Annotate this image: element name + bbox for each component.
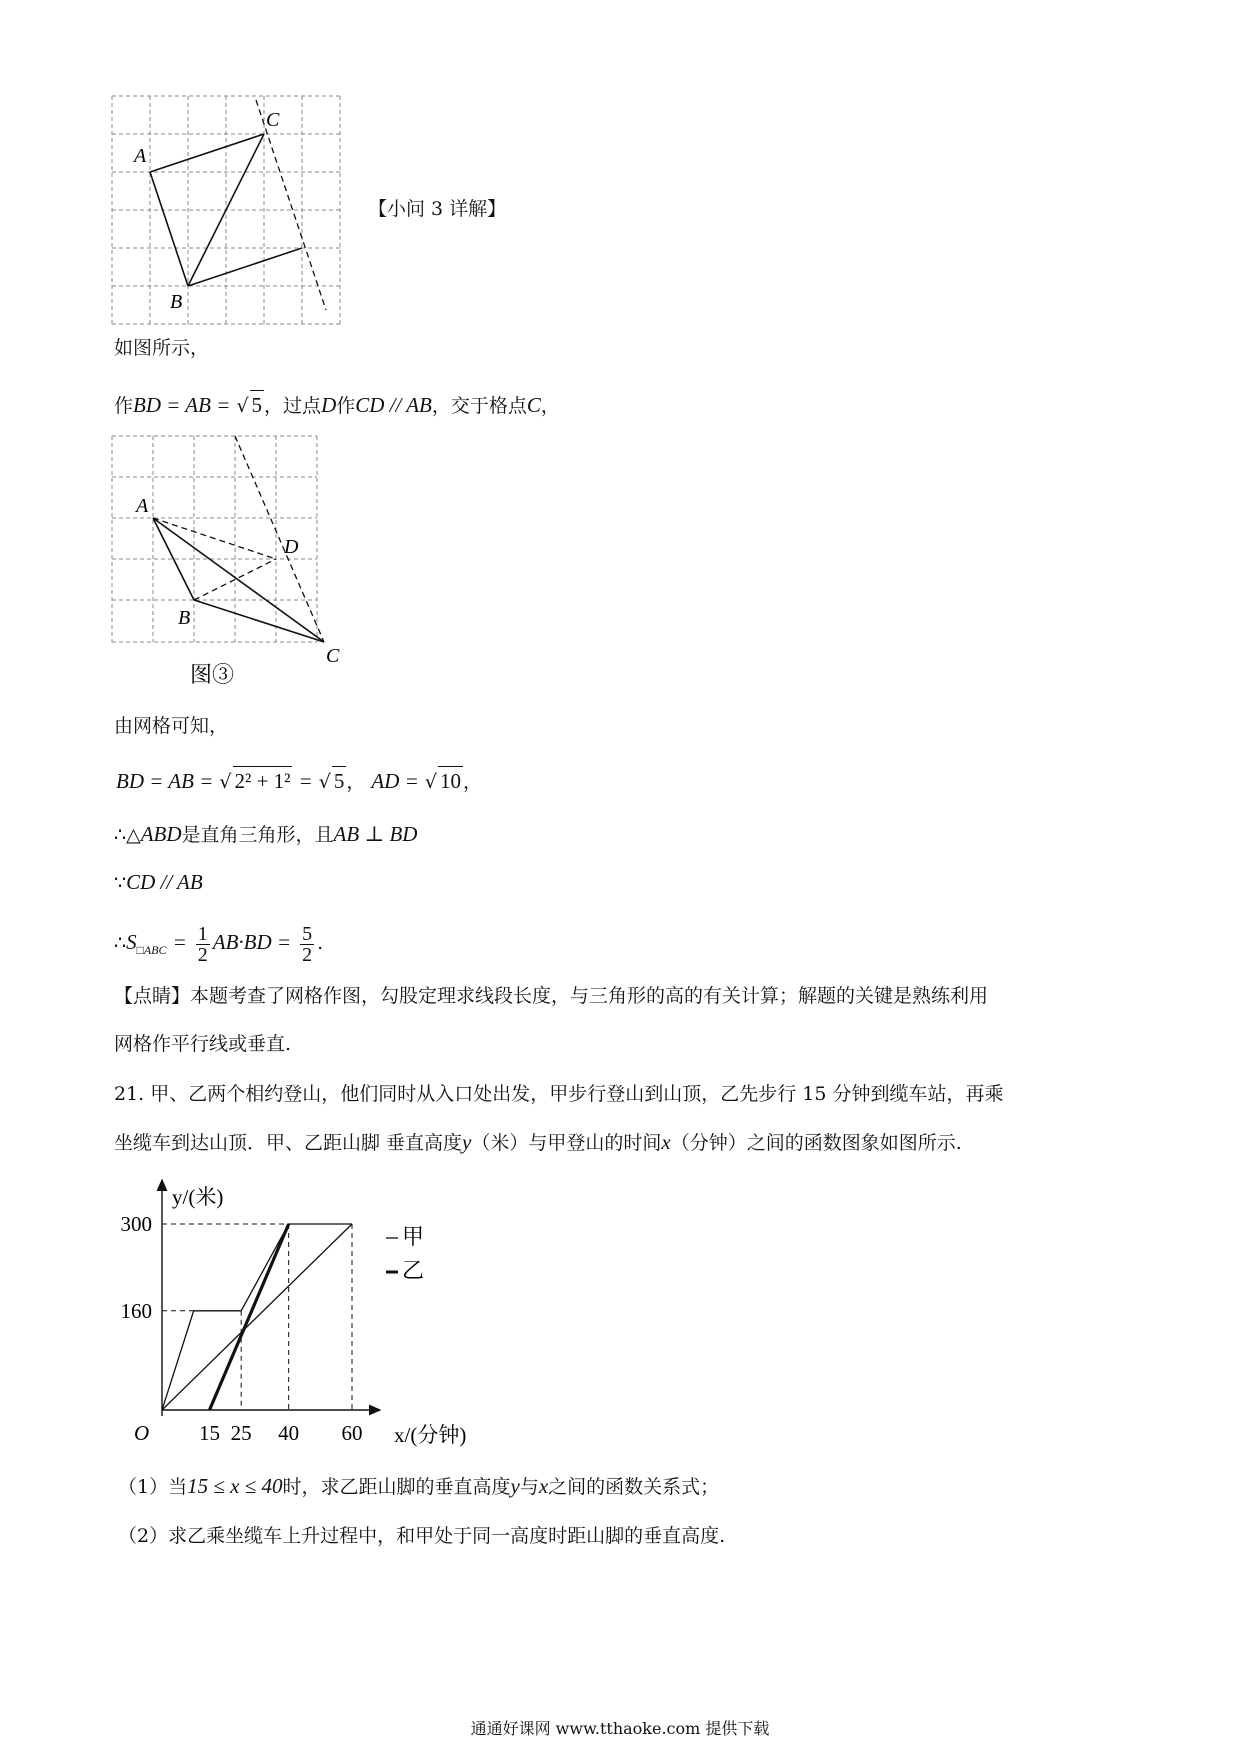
frac1-den: 2 bbox=[197, 943, 208, 966]
fraction-one-half bbox=[196, 924, 210, 965]
figure-3-grid-triangle bbox=[108, 432, 368, 692]
because-expr: CD // AB bbox=[126, 870, 203, 894]
lengths-radicand-2: 5 bbox=[332, 766, 347, 795]
area-end: . bbox=[317, 932, 324, 954]
area-eq: = bbox=[172, 930, 187, 954]
rt-perp: AB ⊥ BD bbox=[333, 822, 418, 846]
sub1-post: 之间的函数关系式； bbox=[548, 1476, 720, 1498]
lengths-radicand-1: 2² + 1² bbox=[233, 766, 293, 795]
y-tick-label: 160 bbox=[120, 1298, 152, 1323]
figure-grid-quadrilateral bbox=[108, 92, 348, 328]
construct-post: ，交于格点 bbox=[431, 395, 527, 417]
figure-caption: 图③ bbox=[190, 662, 235, 687]
x-tick-label: 25 bbox=[230, 1421, 252, 1445]
construct-end: ， bbox=[540, 395, 560, 417]
construct-eq: BD = AB = bbox=[133, 393, 231, 417]
sqrt-sign: √ bbox=[236, 395, 249, 417]
sub1-mid: 时，求乙距山脚的垂直高度 bbox=[282, 1476, 511, 1498]
construct-mid: ，过点 bbox=[264, 395, 322, 417]
comment-line-1: 【点睛】本题考查了网格作图，勾股定理求线段长度，与三角形的高的有关计算；解题的关键是熟练利用 bbox=[114, 985, 989, 1007]
q21-x: x bbox=[661, 1130, 671, 1154]
area-line bbox=[114, 918, 323, 974]
construct-radicand: 5 bbox=[250, 390, 265, 419]
area-mid: AB·BD = bbox=[212, 930, 292, 954]
question-21-line-1: 21. 甲、乙两个相约登山，他们同时从入口处出发，甲步行登山到山顶，乙先步行 15 分钟到缆车站，再乘 bbox=[114, 1083, 1004, 1105]
lengths-radicand-3: 10 bbox=[438, 766, 463, 795]
sub1-x: x bbox=[538, 1474, 549, 1498]
construct-mid2: 作 bbox=[336, 395, 356, 417]
sqrt-sign: √ bbox=[219, 771, 232, 793]
because-pre: ∵ bbox=[114, 872, 127, 894]
sub1-y: y bbox=[510, 1474, 520, 1498]
y-axis-label: y/(米) bbox=[172, 1185, 224, 1209]
emphasized-segment bbox=[210, 1224, 289, 1410]
label-a: A bbox=[134, 145, 147, 167]
series-line-1 bbox=[162, 1224, 352, 1410]
label-c: C bbox=[266, 109, 280, 131]
q21-post: （分钟）之间的函数图象如图所示. bbox=[670, 1132, 962, 1154]
sub1-inequality: 15 ≤ x ≤ 40 bbox=[187, 1474, 283, 1498]
page-footer: 通通好课网 www.tthaoke.com 提供下载 bbox=[470, 1719, 770, 1738]
frac2-den: 2 bbox=[302, 943, 313, 966]
lengths-sep: ， bbox=[346, 771, 366, 793]
legend-label-2: 乙 bbox=[402, 1258, 425, 1283]
area-subscript: □ABC bbox=[136, 942, 167, 957]
lengths-end: ， bbox=[462, 771, 482, 793]
area-pre: ∴ bbox=[114, 932, 127, 954]
rt-mid: 是直角三角形，且 bbox=[181, 824, 334, 846]
construct-point-c: C bbox=[526, 393, 541, 417]
lengths-line bbox=[116, 766, 482, 796]
question-21-line-2 bbox=[114, 1128, 962, 1157]
rt-abd: ABD bbox=[140, 822, 182, 846]
text-as-shown: 如图所示， bbox=[114, 337, 210, 359]
label-a: A bbox=[136, 495, 149, 517]
subquestion-3-heading: 【小问 3 详解】 bbox=[368, 198, 507, 220]
q21-y: y bbox=[462, 1130, 472, 1154]
rt-pre: ∴△ bbox=[114, 824, 141, 846]
y-tick-label: 300 bbox=[120, 1212, 152, 1236]
subquestion-1 bbox=[118, 1472, 719, 1501]
x-tick-label: 60 bbox=[341, 1421, 363, 1445]
label-b: B bbox=[170, 291, 183, 313]
because-line bbox=[114, 868, 203, 897]
lengths-lhs: BD = AB = bbox=[116, 769, 214, 793]
construct-line bbox=[114, 390, 560, 420]
dashed-line bbox=[256, 100, 326, 310]
right-triangle-line bbox=[114, 820, 417, 849]
sub1-mid2: 与 bbox=[519, 1476, 539, 1498]
q21-pre: 坐缆车到达山顶．甲、乙距山脚 垂直高度 bbox=[114, 1132, 463, 1154]
construct-point-d: D bbox=[321, 393, 337, 417]
sqrt-sign: √ bbox=[424, 771, 437, 793]
construct-pre: 作 bbox=[114, 395, 134, 417]
origin-label: O bbox=[134, 1421, 150, 1445]
sub1-pre: （1）当 bbox=[118, 1476, 188, 1498]
label-c: C bbox=[326, 645, 340, 667]
label-d: D bbox=[284, 536, 299, 558]
fraction-five-halves bbox=[300, 924, 314, 965]
construct-parallel: CD // AB bbox=[355, 393, 432, 417]
x-axis-label: x/(分钟) bbox=[394, 1423, 467, 1447]
frac1-num: 1 bbox=[197, 922, 208, 945]
height-time-chart bbox=[100, 1170, 500, 1460]
legend-label-1: 甲 bbox=[402, 1224, 425, 1249]
text-grid-known: 由网格可知， bbox=[114, 715, 229, 737]
label-b: B bbox=[178, 607, 191, 629]
lengths-eq2: = bbox=[298, 769, 313, 793]
frac2-num: 5 bbox=[302, 922, 313, 945]
subquestion-2: （2）求乙乘坐缆车上升过程中，和甲处于同一高度时距山脚的垂直高度. bbox=[118, 1525, 726, 1547]
quadrilateral-sides bbox=[150, 134, 302, 286]
q21-mid: （米）与甲登山的时间 bbox=[471, 1132, 662, 1154]
x-tick-label: 40 bbox=[278, 1421, 300, 1445]
x-tick-label: 15 bbox=[199, 1421, 220, 1445]
comment-line-2: 网格作平行线或垂直. bbox=[114, 1033, 292, 1055]
sqrt-sign: √ bbox=[318, 771, 331, 793]
lengths-ad: AD = bbox=[371, 769, 419, 793]
area-s: S bbox=[126, 930, 137, 954]
